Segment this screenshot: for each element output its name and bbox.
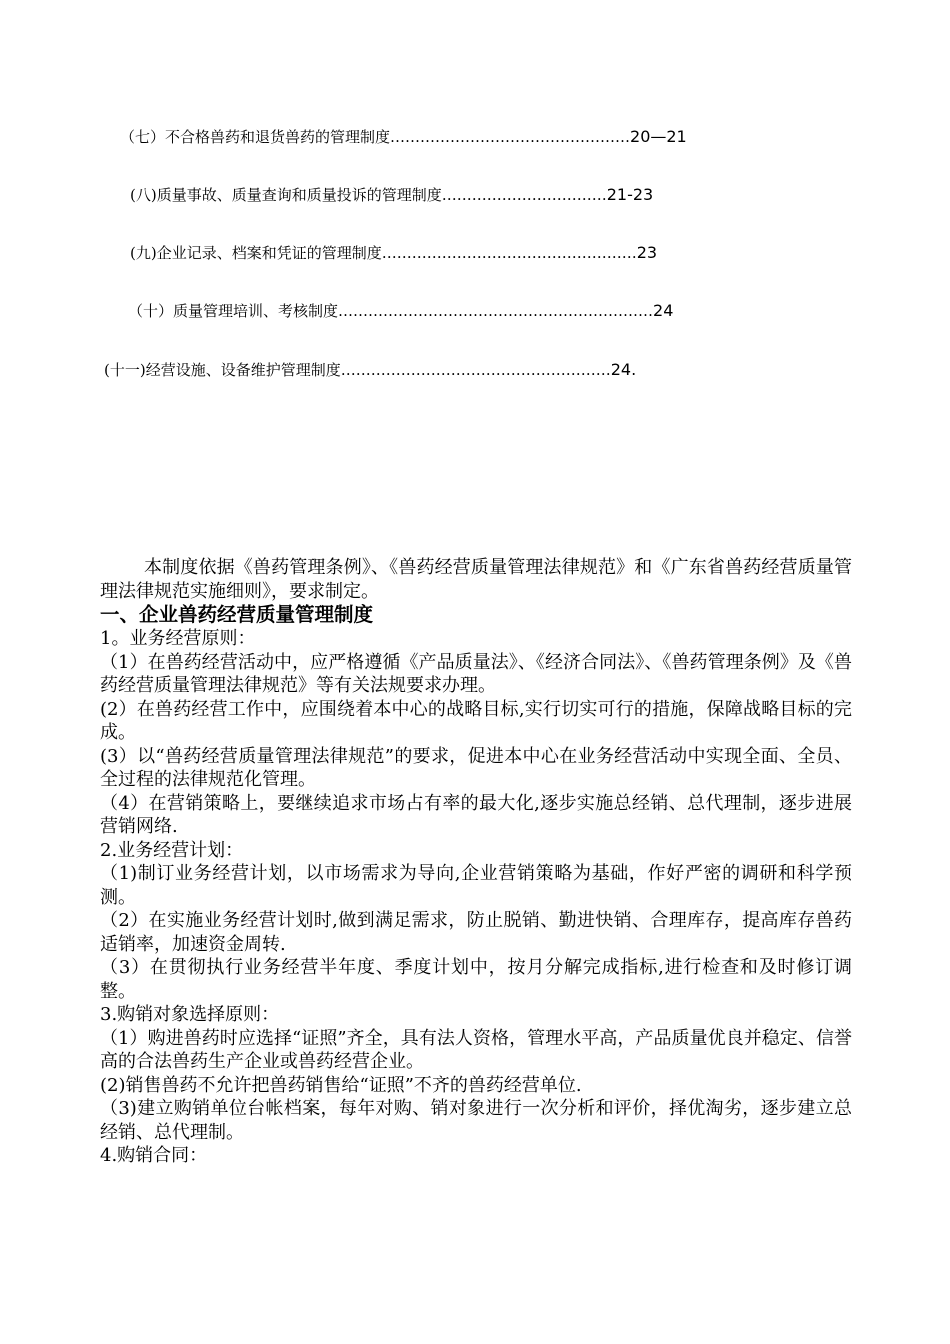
list-item: （1）购进兽药时应选择“证照”齐全，具有法人资格，管理水平高，产品质量优良并稳定、信誉高的合法兽药生产企业或兽药经营企业。 xyxy=(100,1027,852,1072)
toc-entry-7 xyxy=(120,127,687,147)
toc-entry-8 xyxy=(130,185,653,205)
list-item: （1)制订业务经营计划，以市场需求为导向,企业营销策略为基础，作好严密的调研和科学预测。 xyxy=(100,863,852,908)
list-item: （3)建立购销单位台帐档案，每年对购、销对象进行一次分析和评价，择优淘劣，逐步建立总经销、总代理制。 xyxy=(100,1098,852,1143)
section-title: 2.业务经营计划： xyxy=(100,839,244,861)
list-item: (2)销售兽药不允许把兽药销售给“证照”不齐的兽药经营单位. xyxy=(100,1074,582,1096)
toc-label: (八)质量事故、质量查询和质量投诉的管理制度 xyxy=(130,186,442,204)
toc-label: (九)企业记录、档案和凭证的管理制度 xyxy=(130,244,382,262)
toc-label: （七）不合格兽药和退货兽药的管理制度 xyxy=(120,128,391,146)
section-heading: 一、企业兽药经营质量管理制度 xyxy=(100,603,374,626)
toc-label: (十一)经营设施、设备维护管理制度 xyxy=(104,361,341,379)
section-title: 3.购销对象选择原则： xyxy=(100,1004,280,1025)
section-title: 4.购销合同： xyxy=(100,1145,208,1166)
document-body xyxy=(100,556,852,1168)
list-item: （4）在营销策略上，要继续追求市场占有率的最大化,逐步实施总经销、总代理制，逐步进展营销网络. xyxy=(100,792,852,837)
toc-page: 24 xyxy=(653,301,674,320)
toc-page: 23 xyxy=(636,243,658,262)
toc-leader: ……………………………………………………… xyxy=(338,302,654,320)
toc-page: 21-23 xyxy=(606,185,654,204)
toc-entry-11 xyxy=(104,360,636,380)
toc-leader: …………………………… xyxy=(441,186,607,204)
toc-entry-9 xyxy=(130,243,657,263)
section-title: 1。业务经营原则： xyxy=(100,628,256,649)
toc-leader: …………………………………………… xyxy=(381,244,637,262)
toc-entry-10 xyxy=(128,301,673,321)
toc-page: 24. xyxy=(610,360,637,379)
list-item: (2）在兽药经营工作中，应围绕着本中心的战略目标,实行切实可行的措施，保障战略目标的完成。 xyxy=(100,698,852,743)
intro-paragraph: 本制度依据《兽药管理条例》、《兽药经营质量管理法律规范》和《广东省兽药经营质量管理法律规范实施细则》，要求制定。 xyxy=(100,557,852,602)
list-item: （1）在兽药经营活动中，应严格遵循《产品质量法》、《经济合同法》、《兽药管理条例》及《兽药经营质量管理法律规范》等有关法规要求办理。 xyxy=(100,651,852,696)
toc-label: （十）质量管理培训、考核制度 xyxy=(128,302,339,320)
list-item: （3）在贯彻执行业务经营半年度、季度计划中，按月分解完成指标,进行检查和及时修订调整。 xyxy=(100,957,852,1002)
list-item: （2）在实施业务经营计划时,做到满足需求，防止脱销、勤进快销、合理库存，提高库存兽药适销率，加速资金周转. xyxy=(100,910,852,955)
toc-page: 20—21 xyxy=(630,127,687,146)
list-item: (3）以“兽药经营质量管理法律规范”的要求，促进本中心在业务经营活动中实现全面、全员、全过程的法律规范化管理。 xyxy=(100,745,852,790)
toc-leader: ……………………………………………… xyxy=(340,361,611,379)
toc-leader: ………………………………………… xyxy=(390,128,631,146)
